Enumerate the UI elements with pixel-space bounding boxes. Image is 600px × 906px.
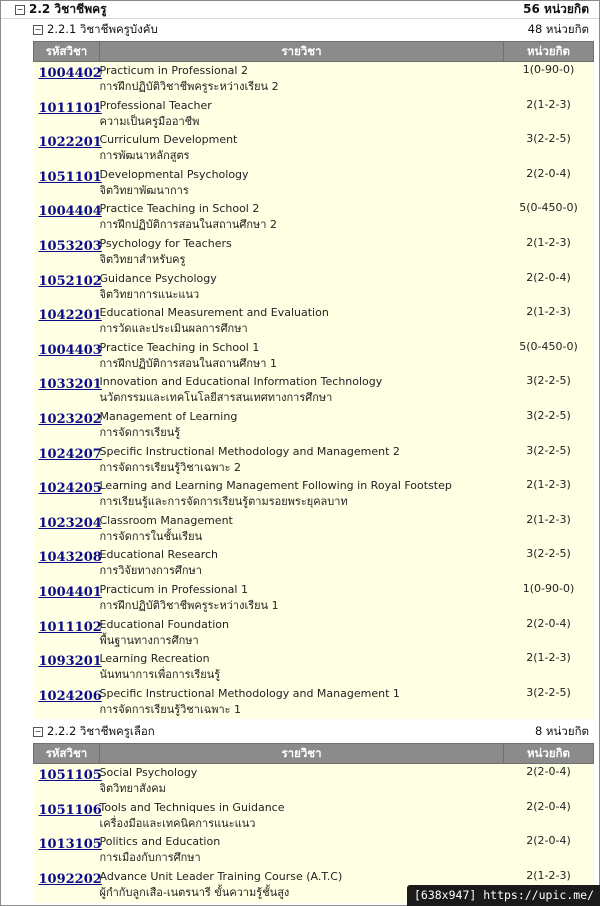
course-name-th: การเมืองกับการศึกษา: [99, 851, 201, 865]
course-name-en: Social Psychology: [99, 766, 198, 780]
course-name: [100, 477, 504, 512]
course-row: [34, 443, 594, 478]
course-name-th: จิตวิทยาการแนะแนว: [99, 287, 200, 301]
course-credit: 2(2-0-4): [504, 270, 594, 305]
group-header: [1, 721, 599, 743]
course-row: [34, 546, 594, 581]
course-name-th: การพัฒนาหลักสูตร: [99, 149, 190, 163]
course-code-link[interactable]: 1004402: [34, 62, 100, 97]
course-code-link[interactable]: 1024205: [34, 477, 100, 512]
course-name-en: Tools and Techniques in Guidance: [99, 800, 285, 814]
course-code-link[interactable]: 1053203: [34, 235, 100, 270]
course-row: [34, 833, 594, 868]
course-credit: 2(1-2-3): [504, 304, 594, 339]
course-credit: 3(2-2-5): [504, 685, 594, 720]
column-header-credit: หน่วยกิต: [504, 42, 594, 62]
group-elective: [1, 721, 599, 902]
course-name-th: การวิจัยทางการศึกษา: [99, 564, 202, 578]
course-code-link[interactable]: 1033201: [34, 373, 100, 408]
course-name-en: Curriculum Development: [99, 133, 238, 147]
course-name: [100, 546, 504, 581]
course-row: [34, 616, 594, 651]
course-name-th: จิตวิทยาสังคม: [99, 782, 166, 796]
course-code-link[interactable]: 1023202: [34, 408, 100, 443]
course-code-link[interactable]: 1023204: [34, 512, 100, 547]
course-credit: 2(1-2-3): [504, 97, 594, 132]
course-name-th: การจัดการเรียนรู้วิชาเฉพาะ 2: [99, 460, 242, 474]
course-code-link[interactable]: 1092202: [34, 868, 100, 903]
course-credit: 2(2-0-4): [504, 616, 594, 651]
course-name: [100, 764, 504, 799]
course-name-en: Developmental Psychology: [99, 167, 249, 181]
collapse-group-icon[interactable]: −: [34, 25, 42, 34]
course-name: [100, 373, 504, 408]
course-code-link[interactable]: 1004401: [34, 581, 100, 616]
course-name-th: การฝึกปฏิบัติวิชาชีพครูระหว่างเรียน 1: [99, 598, 279, 612]
column-header-credit: หน่วยกิต: [504, 744, 594, 764]
course-name-th: การจัดการเรียนรู้วิชาเฉพาะ 1: [99, 702, 242, 716]
course-code-link[interactable]: 1051105: [34, 764, 100, 799]
course-credit: 3(2-2-5): [504, 546, 594, 581]
course-row: [34, 581, 594, 616]
course-name-th: การจัดการเรียนรู้: [99, 425, 181, 439]
table-header-row: [34, 744, 594, 764]
course-name: [100, 443, 504, 478]
course-name-en: Psychology for Teachers: [99, 236, 232, 250]
course-table-body: [34, 764, 594, 903]
course-name: [100, 131, 504, 166]
course-row: [34, 685, 594, 720]
course-name-en: Guidance Psychology: [99, 271, 217, 285]
course-name-th: การฝึกปฏิบัติวิชาชีพครูระหว่างเรียน 2: [99, 80, 279, 93]
course-row: [34, 304, 594, 339]
course-row: [34, 650, 594, 685]
group-title: 2.2.2 วิชาชีพครูเลือก: [47, 724, 155, 739]
course-credit: 2(1-2-3): [504, 868, 594, 903]
course-name-th: ผู้กำกับลูกเสือ-เนตรนารี ขั้นความรู้ชั้นสูง: [99, 886, 290, 900]
column-header-code: รหัสวิชา: [34, 744, 100, 764]
course-row: [34, 200, 594, 235]
course-name-en: Practice Teaching in School 2: [99, 202, 260, 216]
collapse-section-icon[interactable]: −: [16, 4, 24, 14]
course-name-en: Practicum in Professional 1: [99, 582, 248, 596]
course-credit: 1(0-90-0): [504, 581, 594, 616]
course-name-en: Learning Recreation: [99, 652, 210, 666]
section-credits: 56 หน่วยกิต: [523, 2, 589, 16]
course-credit: 2(2-0-4): [504, 764, 594, 799]
course-name: [100, 270, 504, 305]
course-name: [100, 581, 504, 616]
course-name-en: Professional Teacher: [99, 98, 212, 112]
group-credits: 48 หน่วยกิต: [527, 22, 589, 36]
column-header-code: รหัสวิชา: [34, 42, 100, 62]
collapse-group-icon[interactable]: −: [34, 727, 42, 737]
course-credit: 3(2-2-5): [504, 373, 594, 408]
course-code-link[interactable]: 1011101: [34, 97, 100, 132]
course-table: [33, 41, 594, 719]
course-name-th: ความเป็นครูมืออาชีพ: [99, 114, 200, 128]
course-name-en: Classroom Management: [99, 513, 233, 527]
course-name-th: จิตวิทยาพัฒนาการ: [99, 183, 189, 197]
course-row: [34, 97, 594, 132]
course-name: [100, 650, 504, 685]
course-credit: 2(1-2-3): [504, 235, 594, 270]
course-name-en: Innovation and Educational Information Technology: [99, 375, 383, 389]
group-header: [1, 19, 599, 41]
course-code-link[interactable]: 1011102: [34, 616, 100, 651]
course-name-th: เครื่องมือและเทคนิคการแนะแนว: [99, 816, 256, 830]
image-host-watermark: [638x947] https://upic.me/: [407, 885, 600, 906]
course-name-en: Advance Unit Leader Training Course (A.T.C): [99, 870, 343, 884]
course-credit: 2(2-0-4): [504, 166, 594, 201]
course-code-link[interactable]: 1052102: [34, 270, 100, 305]
course-credit: 2(1-2-3): [504, 477, 594, 512]
course-credit: 3(2-2-5): [504, 131, 594, 166]
course-name: [100, 235, 504, 270]
course-name-en: Specific Instructional Methodology and Management 2: [99, 444, 400, 458]
course-row: [34, 373, 594, 408]
course-name: [100, 616, 504, 651]
course-code-link[interactable]: 1042201: [34, 304, 100, 339]
course-code-link[interactable]: 1024207: [34, 443, 100, 478]
course-name-th: การวัดและประเมินผลการศึกษา: [99, 322, 248, 336]
course-name-th: พื้นฐานทางการศึกษา: [99, 633, 199, 647]
course-row: [34, 62, 594, 97]
course-credit: 5(0-450-0): [504, 339, 594, 374]
group-credits: 8 หน่วยกิต: [534, 724, 589, 739]
course-credit: 2(2-0-4): [504, 833, 594, 868]
group-title: 2.2.1 วิชาชีพครูบังคับ: [47, 22, 158, 36]
course-row: [34, 166, 594, 201]
course-row: [34, 799, 594, 834]
course-name: [100, 685, 504, 720]
course-name: [100, 200, 504, 235]
course-row: [34, 270, 594, 305]
course-name: [100, 97, 504, 132]
course-table-body: [34, 62, 594, 720]
course-name-en: Politics and Education: [99, 835, 221, 849]
course-name: [100, 799, 504, 834]
section-header: [1, 1, 599, 19]
course-name: [100, 304, 504, 339]
course-credit: 3(2-2-5): [504, 443, 594, 478]
course-name-en: Learning and Learning Management Following in Royal Footstep: [99, 479, 452, 493]
course-code-link[interactable]: 1004404: [34, 200, 100, 235]
course-name-en: Educational Measurement and Evaluation: [99, 306, 329, 320]
course-name: [100, 833, 504, 868]
table-header-row: [34, 42, 594, 62]
course-row: [34, 512, 594, 547]
column-header-name: รายวิชา: [100, 42, 504, 62]
course-credit: 2(1-2-3): [504, 512, 594, 547]
course-name-th: นันทนาการเพื่อการเรียนรู้: [99, 668, 221, 682]
course-name-th: การจัดการในชั้นเรียน: [99, 529, 203, 543]
course-name-en: Practicum in Professional 2: [99, 64, 248, 77]
course-name: [100, 512, 504, 547]
course-row: [34, 764, 594, 799]
course-name-en: Practice Teaching in School 1: [99, 340, 260, 354]
course-name-th: นวัตกรรมและเทคโนโลยีสารสนเทศทางการศึกษา: [99, 391, 333, 405]
course-code-link[interactable]: 1051101: [34, 166, 100, 201]
course-name-en: Educational Foundation: [99, 617, 229, 631]
column-header-name: รายวิชา: [100, 744, 504, 764]
course-row: [34, 408, 594, 443]
course-row: [34, 235, 594, 270]
course-code-link[interactable]: 1022201: [34, 131, 100, 166]
course-row: [34, 131, 594, 166]
section-title: 2.2 วิชาชีพครู: [29, 2, 107, 16]
course-code-link[interactable]: 1051106: [34, 799, 100, 834]
course-credit: 5(0-450-0): [504, 200, 594, 235]
course-credit: 1(0-90-0): [504, 62, 594, 97]
course-row: [34, 477, 594, 512]
group-required: [1, 19, 599, 719]
course-code-link[interactable]: 1013105: [34, 833, 100, 868]
course-name: [100, 62, 504, 97]
course-table: [33, 743, 594, 902]
course-credit: 2(2-0-4): [504, 799, 594, 834]
course-code-link[interactable]: 1004403: [34, 339, 100, 374]
course-name: [100, 339, 504, 374]
course-name-en: Management of Learning: [99, 409, 238, 423]
course-code-link[interactable]: 1024206: [34, 685, 100, 720]
course-name-en: Educational Research: [99, 548, 219, 562]
course-name: [100, 166, 504, 201]
course-name-th: การเรียนรู้และการจัดการเรียนรู้ตามรอยพระยุคลบาท: [99, 495, 348, 509]
course-row: [34, 339, 594, 374]
course-name-th: จิตวิทยาสำหรับครู: [99, 252, 186, 266]
course-credit: 3(2-2-5): [504, 408, 594, 443]
course-name-en: Specific Instructional Methodology and Management 1: [99, 686, 400, 700]
course-credit: 2(1-2-3): [504, 650, 594, 685]
course-name: [100, 408, 504, 443]
course-code-link[interactable]: 1043208: [34, 546, 100, 581]
course-name-th: การฝึกปฏิบัติการสอนในสถานศึกษา 2: [99, 218, 277, 232]
course-name-th: การฝึกปฏิบัติการสอนในสถานศึกษา 1: [99, 356, 277, 370]
course-code-link[interactable]: 1093201: [34, 650, 100, 685]
